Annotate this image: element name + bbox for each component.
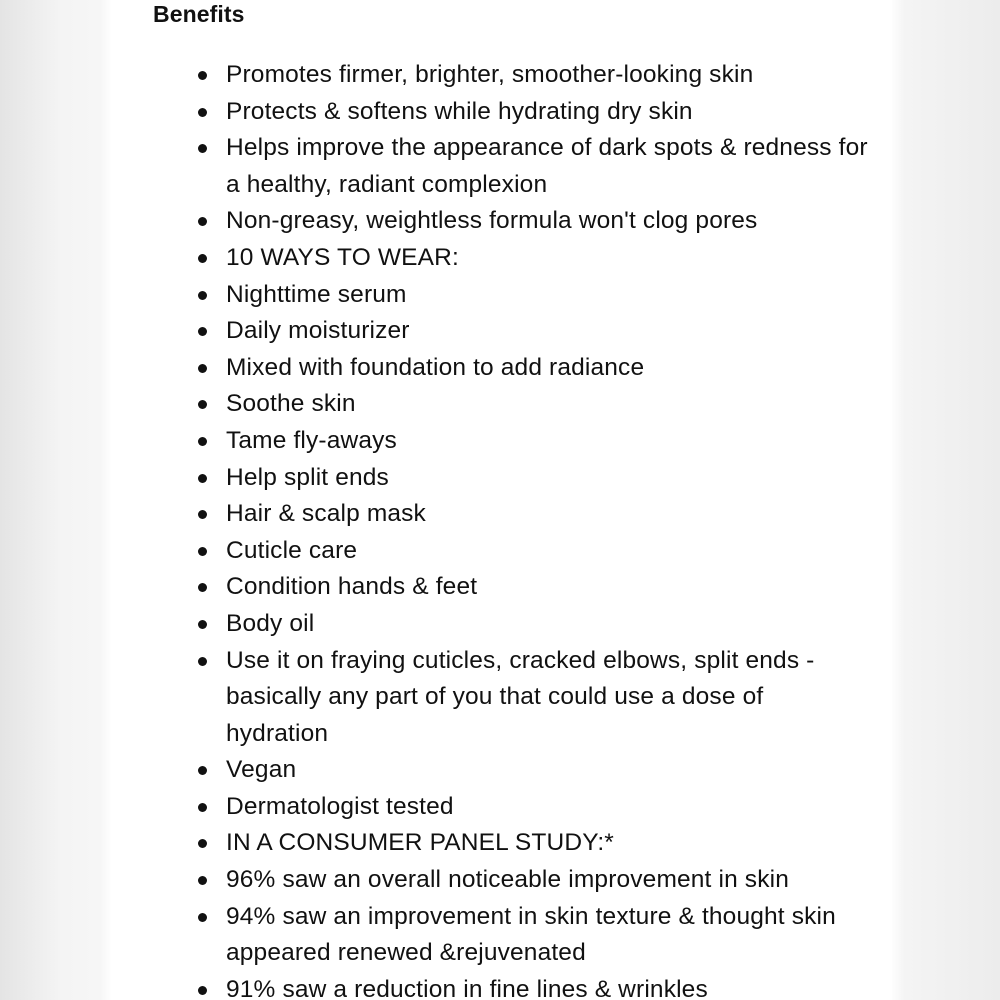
list-item: Vegan [112, 752, 892, 789]
list-item: 96% saw an overall noticeable improvement in skin [112, 862, 892, 899]
list-item: Cuticle care [112, 533, 892, 570]
list-item: Condition hands & feet [112, 569, 892, 606]
list-item: Daily moisturizer [112, 313, 892, 350]
list-item: Soothe skin [112, 386, 892, 423]
list-item: 91% saw a reduction in fine lines & wrinkles [112, 972, 892, 1000]
list-item: Hair & scalp mask [112, 496, 892, 533]
list-item: Protects & softens while hydrating dry skin [112, 94, 892, 131]
content-panel [112, 0, 892, 1000]
list-item: Body oil [112, 606, 892, 643]
list-item: Promotes firmer, brighter, smoother-looking skin [112, 57, 892, 94]
list-item: Use it on fraying cuticles, cracked elbows, split ends - basically any part of you that could use a dose of hydration [112, 643, 892, 753]
list-item: Helps improve the appearance of dark spots & redness for a healthy, radiant complexion [112, 130, 892, 203]
list-item: Help split ends [112, 460, 892, 497]
list-item: Non-greasy, weightless formula won't clog pores [112, 203, 892, 240]
list-item: IN A CONSUMER PANEL STUDY:* [112, 825, 892, 862]
list-item: Dermatologist tested [112, 789, 892, 826]
section-heading: Benefits [153, 1, 245, 27]
list-item: 10 WAYS TO WEAR: [112, 240, 892, 277]
list-item: Nighttime serum [112, 277, 892, 314]
list-item: Tame fly-aways [112, 423, 892, 460]
benefits-list [112, 57, 892, 1000]
list-item: Mixed with foundation to add radiance [112, 350, 892, 387]
list-item: 94% saw an improvement in skin texture & thought skin appeared renewed &rejuvenated [112, 899, 892, 972]
